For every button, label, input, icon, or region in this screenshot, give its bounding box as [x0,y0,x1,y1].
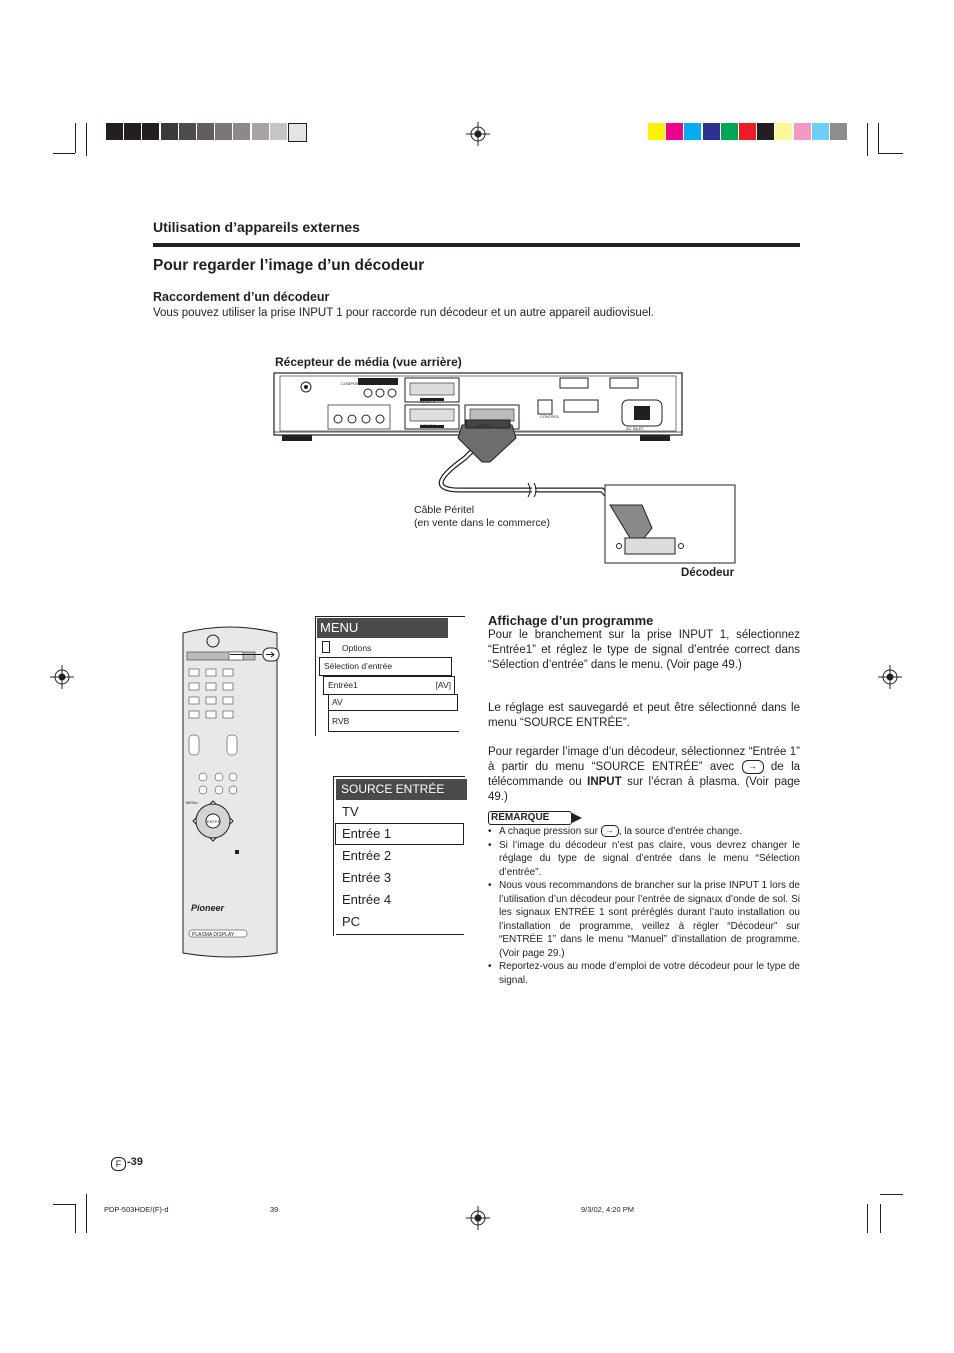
cable-label-1: Câble Péritel [414,504,475,516]
footer-page: 39 [270,1205,279,1214]
menu-top-rule [315,616,465,617]
section-label: Utilisation d’appareils externes [153,219,360,235]
options-icon [322,641,330,653]
input-icon: → [742,760,764,774]
registration-mark-bottom [466,1206,490,1230]
note-item: • Si l’image du décodeur n’est pas claire, vous devrez changer le réglage du type de signal d’entrée dans le menu “Sélection d’entrée”. [488,839,800,878]
color-swatch [648,123,665,140]
source-top-rule [333,776,465,777]
color-swatch [197,123,214,140]
color-swatch [721,123,738,140]
source-item-tv[interactable]: TV [342,804,359,819]
menu-entree1-label: Entrée1 [328,680,358,690]
page-title: Pour regarder l’image d’un décodeur [153,257,425,274]
decoder-label: Décodeur [681,567,735,579]
footer-file: PDP-503HDE/(F)-d [104,1205,169,1214]
program-p3-b: de la télécommande ou [488,761,801,789]
color-swatch [288,123,307,142]
menu-rvb-item[interactable] [328,711,459,732]
color-swatch [666,123,683,140]
input-pointer-line [230,654,262,655]
source-side-rule [333,776,334,936]
registration-mark-right [878,665,902,689]
notes-list [488,825,800,987]
color-swatch [233,123,250,140]
registration-mark-top [466,122,490,146]
color-swatch [703,123,720,140]
remarque-arrow-icon [571,812,583,824]
source-item-pc[interactable]: PC [342,914,361,929]
color-swatch [270,123,287,140]
program-p3 [488,745,800,805]
remarque-badge: REMARQUE [488,811,572,825]
menu-options[interactable]: Options [342,643,372,653]
source-item-entree1[interactable]: Entrée 1 [342,826,392,841]
color-swatch [739,123,756,140]
menu-title: MENU [317,618,448,638]
component-label: COMPONENT [341,381,367,386]
menu-selection-label: Sélection d’entrée [324,661,393,671]
note-item: • A chaque pression sur → , la source d’entrée change. [488,826,743,837]
note-2: Nous vous recommandons de brancher sur la prise INPUT 1 lors de l’utilisation d’un décodeur pour l’entrée de signaux d’onde de sol. Si les signaux ENTRÉE 1 sont préréglés durant l’auto installation ou l’installation de programme, veillez à régler “Décodeur” sur “ENTRÉE 1” dans le menu “Manuel” d’installation de programme. (Voir page 29.) [499,880,800,959]
subtitle: Raccordement d’un décodeur [153,290,330,304]
note-3: Reportez-vous au mode d’emploi de votre décodeur pour le type de signal. [499,961,800,986]
remote-brand: Pioneer [191,903,225,913]
color-swatch [106,123,123,140]
color-swatch [124,123,141,140]
color-swatch [775,123,792,140]
menu-entree1-box[interactable] [323,676,455,695]
input2-label: INPUT 2 [420,423,436,428]
input-icon [262,647,280,662]
program-p3-a: Pour regarder l’image d’un décodeur, sélectionnez “Entrée 1” à partir du menu “SOURCE ENTRÉE” avec [488,746,800,774]
color-swatch [684,123,701,140]
color-swatch [812,123,829,140]
remote-enter-key: ENTER [207,819,221,824]
source-item-entree3[interactable]: Entrée 3 [342,870,392,885]
menu-entree1-value: [AV] [435,680,451,690]
color-swatch [830,123,847,140]
menu-rvb-label: RVB [332,716,350,726]
program-p1: Pour le branchement sur la prise INPUT 1, sélectionnez “Entrée1” et réglez le type de signal d’entrée correct dans “Sélection d’entrée” dans le menu. (Voir page 49.) [488,629,800,671]
intro-text: Vous pouvez utiliser la prise INPUT 1 pour raccorde run décodeur et un autre appareil audiovisuel. [153,307,654,319]
color-swatch [252,123,269,140]
page-number: -39 [127,1156,143,1168]
receiver-label: Récepteur de média (vue arrière) [275,355,462,369]
section-rule [153,243,800,247]
source-menu-title: SOURCE ENTRÉE [336,779,467,800]
note-1: Si l’image du décodeur n’est pas claire, vous devrez changer le réglage du type de signal d’entrée dans le menu “Sélection d’entrée”. [499,839,800,878]
program-p2: Le réglage est sauvegardé et peut être sélectionné dans le menu “SOURCE ENTRÉE”. [488,702,800,729]
connection-diagram [270,370,745,570]
color-swatch [794,123,811,140]
menu-selection-box[interactable] [319,657,452,676]
color-swatch [161,123,178,140]
input1-label: INPUT 1 [420,399,436,404]
color-swatch [215,123,232,140]
registration-mark-left [50,665,74,689]
menu-av-label: AV [332,697,343,707]
remote-menu-key: MENU [186,800,198,805]
note-0-a: A chaque pression sur [499,826,598,837]
menu-av-item[interactable] [328,694,458,711]
control-label: CONTROL [540,414,560,419]
source-item-entree2[interactable]: Entrée 2 [342,848,392,863]
remote-footer: PLASMA DISPLAY [192,932,235,938]
note-0-b: , la source d’entrée change. [618,826,743,837]
color-swatch [757,123,774,140]
source-item-entree4[interactable]: Entrée 4 [342,892,392,907]
input3-label: INPUT 3 [476,423,492,428]
color-swatch [179,123,196,140]
page-letter-badge: F [111,1157,126,1171]
menu-side-rule [315,616,316,736]
program-p3-input: INPUT [587,776,622,789]
program-heading: Affichage d’un programme [488,613,654,628]
cable-label-2: (en vente dans le commerce) [414,517,550,529]
program-p3-c: sur l’écran à plasma. (Voir page 49.) [488,776,801,804]
note-item: • Reportez-vous au mode d’emploi de votre décodeur pour le type de signal. [488,961,800,986]
color-swatch [142,123,159,140]
footer-date: 9/3/02, 4:20 PM [581,1205,634,1214]
input-icon: → [601,825,619,837]
ac-inlet-label: AC INLET [626,426,645,431]
note-item: • Nous vous recommandons de brancher sur la prise INPUT 1 lors de l’utilisation d’un décodeur pour l’entrée de signaux d’onde de sol. Si les signaux ENTRÉE 1 sont préréglés durant l’auto installation ou l’installation de programme, veillez à régler “Décodeur” sur “ENTRÉE 1” dans le menu “Manuel” d’installation de programme. (Voir page 29.) [488,880,800,959]
